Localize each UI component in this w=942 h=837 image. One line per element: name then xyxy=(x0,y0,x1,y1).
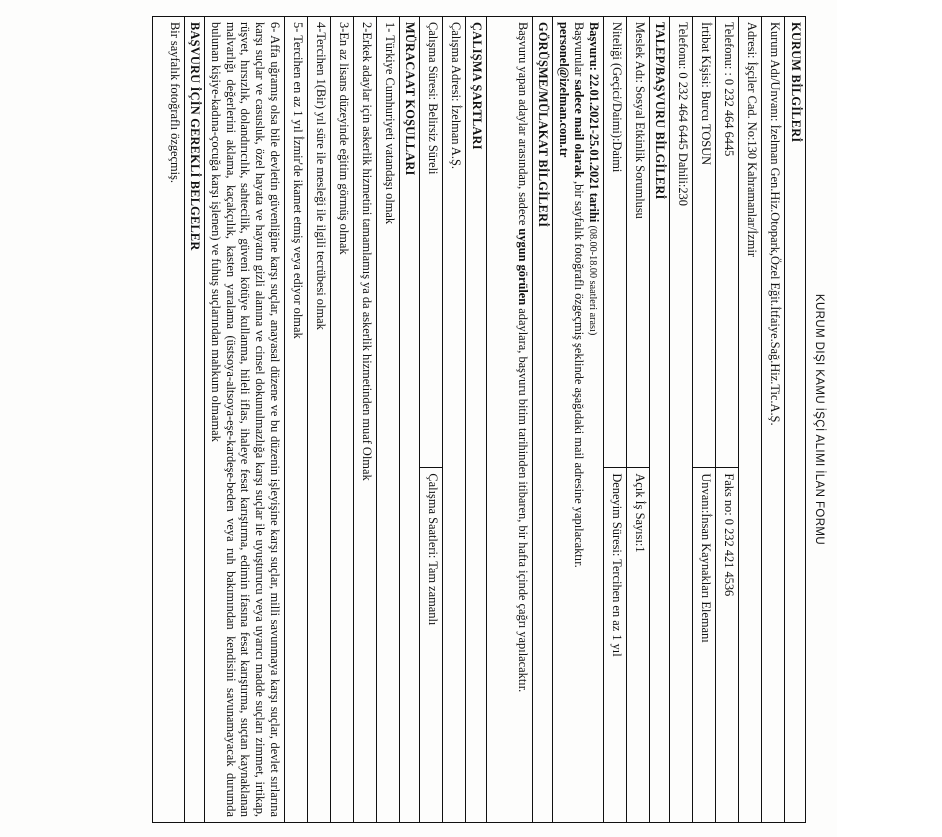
kurum-adi-cell xyxy=(762,17,785,823)
basvuru-bilgi-cell xyxy=(553,17,603,823)
kurum-faks-cell: Faks no: 0 232 421 4536 xyxy=(716,468,739,823)
table-row xyxy=(152,17,184,823)
section-header-muracaat xyxy=(399,17,420,823)
table-row xyxy=(486,17,532,823)
basvuru-saat: (08.00-18.00 saatleri arası) xyxy=(586,225,598,336)
muracaat-item: 2-Erkek adaylar için askerlik hizmetini tamamlamış ya da askerlik hizmetinden muaf Olmak xyxy=(353,17,376,823)
muracaat-item: 1- Türkiye Cumhuriyeti vatandaşı olmak xyxy=(376,17,399,823)
table-row xyxy=(330,17,353,823)
basvuru-label: Başvuru: xyxy=(586,22,601,71)
acik-is-sayisi-cell: Açık İş Sayısı:1 xyxy=(626,468,649,823)
basvuru-tarih-line xyxy=(586,22,601,817)
gorusme-text-post: adaylara, başvuru bitim tarihinden itibaren, bir hafta içinde çağrı yapılacaktır. xyxy=(515,305,530,693)
kurum-telefon-cell: Telefonu: : 0 232 464 6445 xyxy=(716,17,739,468)
calisma-suresi-cell: Çalışma Süresi: Belirsiz Süreli xyxy=(420,17,443,468)
calisma-saatleri-cell: Çalışma Saatleri: Tam zamanlı xyxy=(420,468,443,823)
table-row xyxy=(739,17,762,823)
table-row xyxy=(443,17,466,823)
basvuru-kanal-line xyxy=(571,22,586,817)
belge-item: Bir sayfalık fotoğraflı özgeçmiş. xyxy=(152,17,184,823)
section-title-gorusme: GÖRÜŞME/MÜLAKAT BİLGİLERİ xyxy=(532,17,553,823)
muracaat-item: 4-Tercihen 1(Bir) yıl süre ile mesleği ile ilgili tecrübesi olmak xyxy=(307,17,330,823)
basvuru-tarih: 22.01.2021-25.01.2021 tarihi xyxy=(586,74,601,223)
nitelik-cell: Niteliği (Geçici/Daimi):Daimi xyxy=(603,17,626,468)
section-title-kurum: KURUM BİLGİLERİ xyxy=(785,17,806,823)
table-row xyxy=(716,17,739,823)
table-row xyxy=(205,17,284,823)
kurum-irtibat-telefon-cell: Telefonu: 0 232 464 6445 Dahili:230 xyxy=(670,17,693,823)
table-row xyxy=(420,17,443,823)
section-title-calisma: ÇALIŞMA ŞARTLARI xyxy=(466,17,487,823)
table-row xyxy=(693,17,716,823)
basvuru-kanal-bold: sadece mail olarak xyxy=(571,79,586,181)
gorusme-text-bold: uygun görülen xyxy=(515,228,530,306)
table-row xyxy=(603,17,626,823)
section-header-kurum xyxy=(785,17,806,823)
muracaat-item: 5- Tercihen en az 1 yıl İzmir'de ikamet etmiş veya ediyor olmak xyxy=(284,17,307,823)
table-row xyxy=(307,17,330,823)
section-title-talep: TALEP/BAŞVURU BİLGİLERİ xyxy=(649,17,670,823)
muracaat-item: 3-En az lisans düzeyinde eğitim görmüş olmak xyxy=(330,17,353,823)
section-title-muracaat: MÜRACAAT KOŞULLARI xyxy=(399,17,420,823)
section-title-belgeler: BAŞVURU İÇİN GEREKLİ BELGELER xyxy=(184,17,205,823)
table-row xyxy=(376,17,399,823)
section-header-gorusme xyxy=(532,17,553,823)
table-row xyxy=(553,17,603,823)
calisma-adresi-cell: Çalışma Adresi: İzelman A.Ş. xyxy=(443,17,466,823)
muracaat-item: 6- Affa uğramış olsa bile devletin güvenliğine karşı suçlar, anayasal düzene ve bu düzenin işleyişine karşı suçlar, milli savunmaya karşı suçlar, devlet sırlarına karşı suçlar ve casusluk, özel hayata ve hayatın gizli alanına ve cinsel dokunulmazlığa karşı suçlar ile uyuşturucu veya uyarıcı madde suçları zimmet, irtikap, rüşvet, hırsızlık, dolandırıcılık, sahtecilik, güveni kötüye kullanma, hileli iflas, ihaleye fesat karıştırma, edimin ifasına fesat karıştırma, suçtan kaynaklanan malvarlığı değerlerini aklama, kaçakçılık, kasten yaralama (üstsoya-altsoya-eşe-kardeşe-beden veya ruh bakımından kendisini savunamayacak durumda bulunan kişiye-kadına-çocuğa karşı işlenen) ve fuhuş suçlarından mahkum olmamak xyxy=(205,17,284,823)
gorusme-text-cell xyxy=(486,17,532,823)
section-header-belgeler xyxy=(184,17,205,823)
table-row xyxy=(284,17,307,823)
kurum-adi-label: Kurum Adı/Unvanı: xyxy=(768,22,783,122)
document-header: KURUM DIŞI KAMU İŞÇİ ALIMI İLAN FORMU xyxy=(813,293,825,546)
deneyim-suresi-cell: Deneyim Süresi: Tercihen en az 1 yıl xyxy=(603,468,626,823)
table-row xyxy=(762,17,785,823)
table-row xyxy=(353,17,376,823)
ilan-form-table xyxy=(152,16,806,823)
section-header-calisma xyxy=(466,17,487,823)
kurum-irtibat-cell: İrtibat Kişisi: Burcu TOSUN xyxy=(693,17,716,468)
basvuru-mail-address: personel@izelman.com.tr xyxy=(557,22,572,158)
section-header-talep xyxy=(649,17,670,823)
gorusme-text-pre: Başvuru yapan adaylar arasından, sadece xyxy=(515,22,530,229)
kurum-adres-label: Adresi: xyxy=(745,22,760,59)
basvuru-kanal-pre: Başvurular xyxy=(571,22,586,80)
basvuru-kanal-post: ,bir sayfalık fotoğraflı özgeçmiş şeklinde aşağıdaki mail adresine yapılacaktır. xyxy=(571,181,586,568)
table-row xyxy=(670,17,693,823)
kurum-adres-cell xyxy=(739,17,762,823)
basvuru-mail-line xyxy=(556,22,571,817)
meslek-adi-cell: Meslek Adı: Sosyal Etkinlik Sorumlusu xyxy=(626,17,649,468)
kurum-irtibat-unvan-cell: Unvanı:İnsan Kaynakları Elemanı xyxy=(693,468,716,823)
kurum-adi-value: İzelman Gen.Hiz.Otopark,Özel Eğit.İtfaiye.Sağ.Hiz.Tic.A.Ş. xyxy=(768,124,783,426)
kurum-adres-value: İşçiler Cad. No:130 Kahramanlar/İzmir xyxy=(745,61,760,258)
table-row xyxy=(626,17,649,823)
